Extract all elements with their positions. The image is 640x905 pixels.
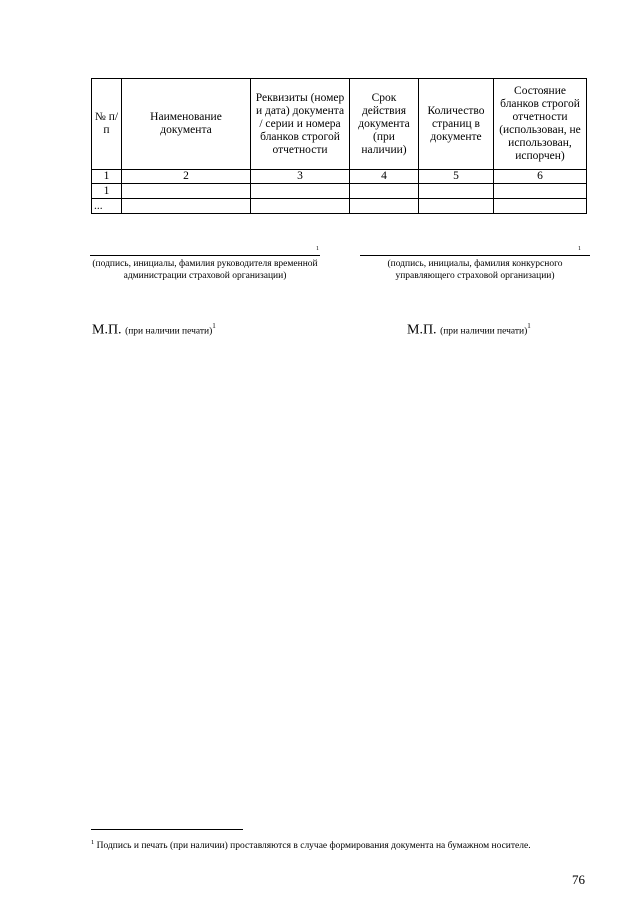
footnote-separator [91, 829, 243, 830]
table-cell: 1 [92, 184, 122, 199]
column-number: 5 [419, 170, 494, 184]
header-document-name: Наименование документа [122, 79, 251, 170]
page-number: 76 [572, 872, 585, 887]
table-cell [251, 184, 350, 199]
footnote [91, 837, 611, 852]
footnote-mark: 1 [212, 322, 216, 330]
stamp-abbreviation: М.П. [92, 322, 122, 338]
signature-line [360, 255, 590, 256]
stamp-place-right [407, 318, 531, 340]
table-header-row [92, 79, 587, 170]
header-forms-status: Состояние бланков строгой отчетности (использован, не использован, испорчен) [494, 79, 587, 170]
table-cell [419, 184, 494, 199]
column-number: 3 [251, 170, 350, 184]
signature-line [90, 255, 320, 256]
table-cell [122, 199, 251, 214]
header-page-count: Количество страниц в документе [419, 79, 494, 170]
header-number: № п/п [92, 79, 122, 170]
table-cell [494, 199, 587, 214]
column-number: 6 [494, 170, 587, 184]
documents-table [91, 78, 587, 214]
table-cell [251, 199, 350, 214]
column-number: 1 [92, 170, 122, 184]
signature-block-left [90, 255, 320, 282]
footnote-mark: 1 [578, 246, 581, 252]
table-cell [122, 184, 251, 199]
header-validity-period: Срок действия документа (при наличии) [350, 79, 419, 170]
stamp-abbreviation: М.П. [407, 322, 437, 338]
signature-caption: (подпись, инициалы, фамилия руководителя временной администрации страховой организации) [92, 259, 318, 281]
table-cell: ... [92, 199, 122, 214]
column-number: 4 [350, 170, 419, 184]
column-numbers-row [92, 170, 587, 184]
column-number: 2 [122, 170, 251, 184]
table-cell [419, 199, 494, 214]
stamp-note: (при наличии печати) [125, 326, 213, 337]
table-row [92, 184, 587, 199]
footnote-text: Подпись и печать (при наличии) проставляются в случае формирования документа на бумажном носителе. [96, 841, 531, 852]
table-cell [494, 184, 587, 199]
footnote-mark: 1 [316, 246, 319, 252]
table-cell [350, 199, 419, 214]
footnote-mark: 1 [91, 839, 95, 846]
footnote-mark: 1 [527, 322, 531, 330]
table-row [92, 199, 587, 214]
signature-block-right [360, 255, 590, 282]
stamp-note: (при наличии печати) [440, 326, 528, 337]
signature-caption: (подпись, инициалы, фамилия конкурсного управляющего страховой организации) [387, 259, 563, 281]
table-cell [350, 184, 419, 199]
header-document-details: Реквизиты (номер и дата) документа / серии и номера бланков строгой отчетности [251, 79, 350, 170]
stamp-place-left [92, 318, 216, 340]
